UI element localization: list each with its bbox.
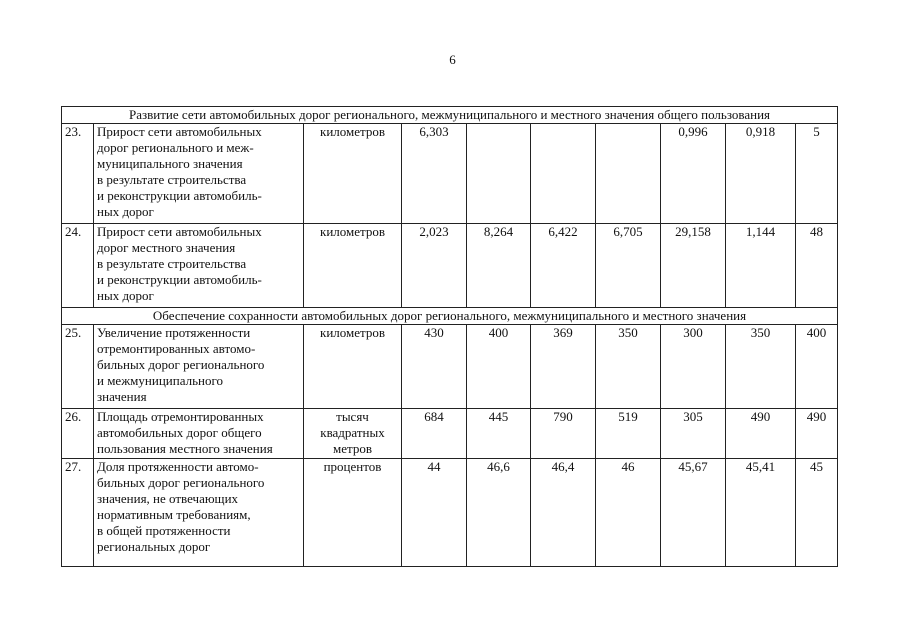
value-cell: 519 — [596, 409, 661, 459]
value-cell: 430 — [402, 325, 467, 409]
value-cell: 790 — [531, 409, 596, 459]
value-cell: 400 — [796, 325, 838, 409]
value-cell: 48 — [796, 224, 838, 308]
value-cell: 29,158 — [661, 224, 726, 308]
page-number: 6 — [449, 52, 456, 67]
value-cell: 0,918 — [726, 124, 796, 224]
section-title: Развитие сети автомобильных дорог регионального, межмуниципального и местного значения общего пользования — [62, 107, 838, 124]
section-title: Обеспечение сохранности автомобильных дорог регионального, межмуниципального и местного значения — [62, 308, 838, 325]
value-cell: 400 — [467, 325, 531, 409]
unit-of-measure: процентов — [304, 459, 402, 567]
value-cell: 684 — [402, 409, 467, 459]
section-header-row — [62, 308, 838, 325]
value-cell: 0,996 — [661, 124, 726, 224]
value-cell: 1,144 — [726, 224, 796, 308]
row-number: 24. — [62, 224, 94, 308]
value-cell: 6,303 — [402, 124, 467, 224]
value-cell — [596, 124, 661, 224]
value-cell: 45,67 — [661, 459, 726, 567]
value-cell — [467, 124, 531, 224]
row-number: 25. — [62, 325, 94, 409]
value-cell — [531, 124, 596, 224]
table-row — [62, 459, 838, 567]
row-number: 27. — [62, 459, 94, 567]
indicators-table — [61, 106, 838, 567]
value-cell: 45,41 — [726, 459, 796, 567]
unit-of-measure: километров — [304, 325, 402, 409]
value-cell: 46,4 — [531, 459, 596, 567]
value-cell: 490 — [796, 409, 838, 459]
table-row — [62, 224, 838, 308]
indicator-name: Прирост сети автомобильных дорог регионального и меж- муниципального значения в результате строительства и реконструкции автомобиль- ных дорог — [94, 124, 304, 224]
section-header-row — [62, 107, 838, 124]
value-cell: 46,6 — [467, 459, 531, 567]
value-cell: 445 — [467, 409, 531, 459]
value-cell: 305 — [661, 409, 726, 459]
indicator-name: Увеличение протяженности отремонтированных автомо- бильных дорог регионального и межмуниципального значения — [94, 325, 304, 409]
unit-of-measure: километров — [304, 224, 402, 308]
table-body — [62, 107, 838, 567]
value-cell: 369 — [531, 325, 596, 409]
value-cell: 300 — [661, 325, 726, 409]
indicator-name: Прирост сети автомобильных дорог местного значения в результате строительства и реконструкции автомобиль- ных дорог — [94, 224, 304, 308]
value-cell: 2,023 — [402, 224, 467, 308]
value-cell: 5 — [796, 124, 838, 224]
value-cell: 46 — [596, 459, 661, 567]
table-row — [62, 409, 838, 459]
indicator-name: Доля протяженности автомо- бильных дорог регионального значения, не отвечающих нормативным требованиям, в общей протяженности региональных дорог — [94, 459, 304, 567]
indicator-name: Площадь отремонтированных автомобильных дорог общего пользования местного значения — [94, 409, 304, 459]
value-cell: 6,422 — [531, 224, 596, 308]
value-cell: 490 — [726, 409, 796, 459]
value-cell: 350 — [726, 325, 796, 409]
row-number: 26. — [62, 409, 94, 459]
table-row — [62, 325, 838, 409]
unit-of-measure: тысяч квадратных метров — [304, 409, 402, 459]
table-row — [62, 124, 838, 224]
value-cell: 44 — [402, 459, 467, 567]
unit-of-measure: километров — [304, 124, 402, 224]
row-number: 23. — [62, 124, 94, 224]
value-cell: 350 — [596, 325, 661, 409]
value-cell: 6,705 — [596, 224, 661, 308]
value-cell: 8,264 — [467, 224, 531, 308]
value-cell: 45 — [796, 459, 838, 567]
